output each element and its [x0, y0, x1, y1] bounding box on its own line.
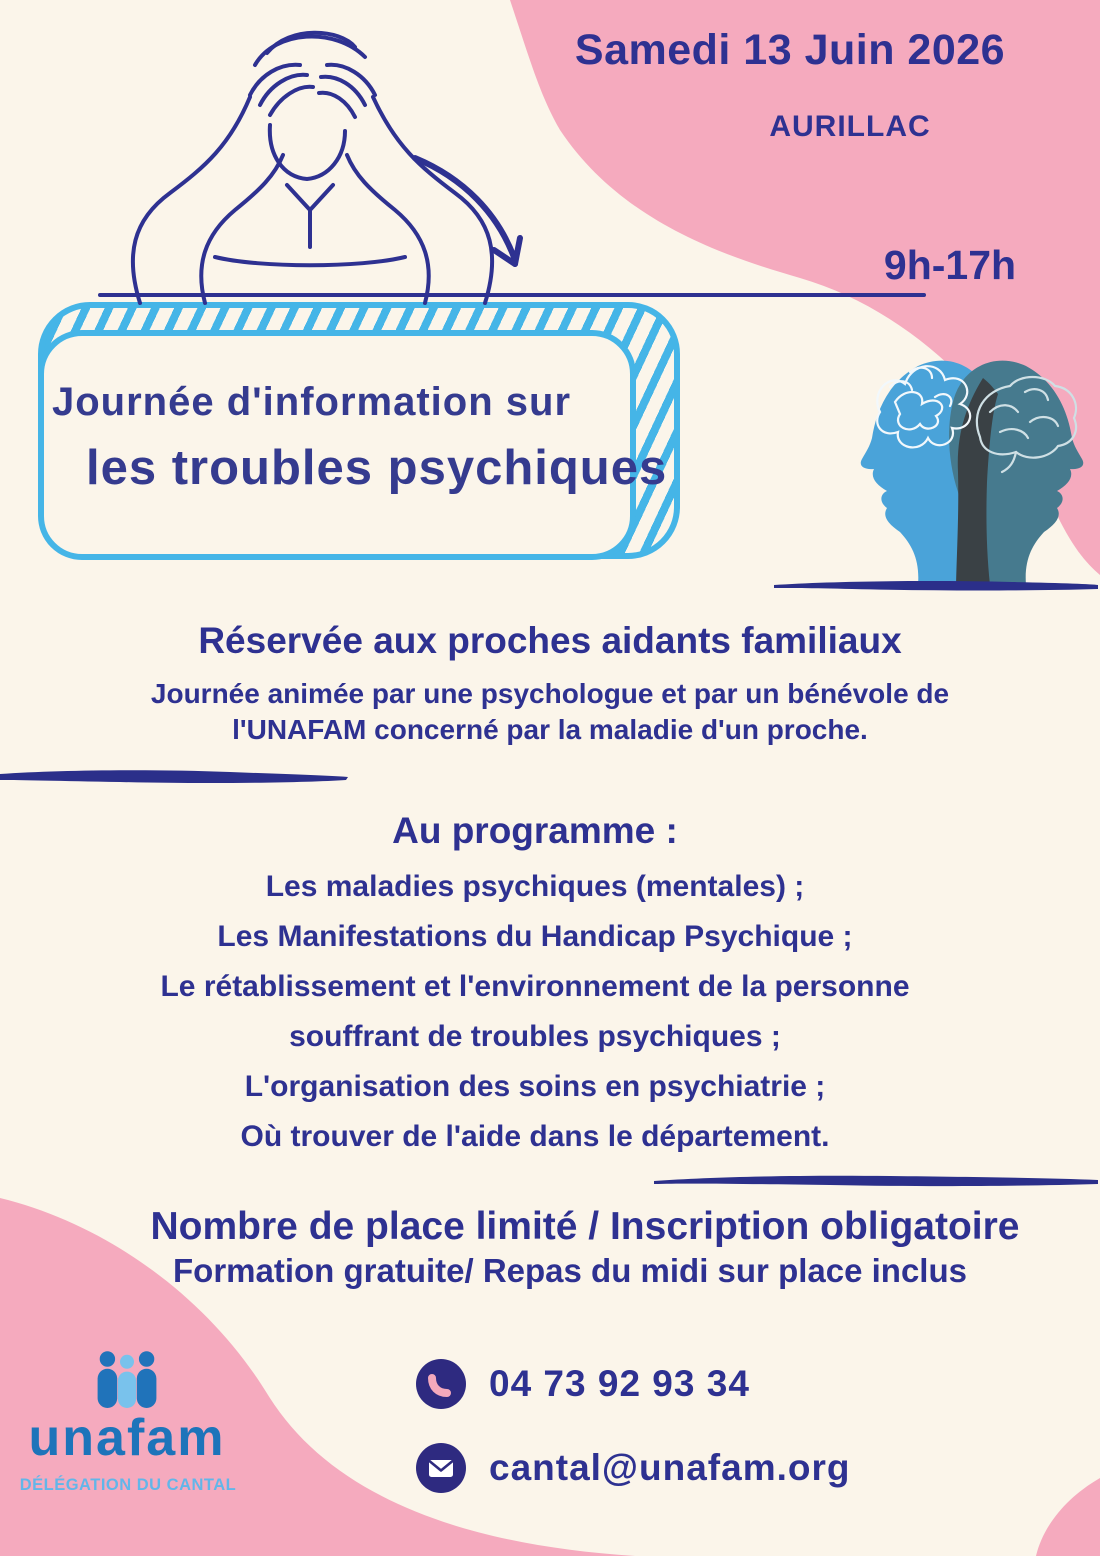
- program-heading: Au programme :: [392, 810, 678, 851]
- email-row: [415, 1442, 850, 1494]
- brush-divider-right: [650, 1172, 1100, 1190]
- arrow-down-right-icon: [403, 148, 553, 298]
- program-item: L'organisation des soins en psychiatrie ;: [244, 1070, 826, 1103]
- event-city: AURILLAC: [769, 110, 931, 143]
- poster-title-line2: les troubles psychiques: [86, 441, 668, 495]
- brush-divider-left: [0, 768, 350, 786]
- program-list: [105, 862, 965, 1162]
- program-item: Les Manifestations du Handicap Psychique ;: [217, 920, 853, 953]
- baseline-under-heads: [772, 577, 1100, 593]
- unafam-delegation-subtitle: DÉLÉGATION DU CANTAL: [19, 1476, 237, 1494]
- audience-heading: Réservée aux proches aidants familiaux: [198, 620, 902, 661]
- mail-icon: [415, 1442, 467, 1494]
- unafam-people-icon: [92, 1350, 162, 1410]
- poster-title-line1: Journée d'information sur: [52, 380, 572, 424]
- registration-line1: Nombre de place limité / Inscription obligatoire: [150, 1205, 1020, 1248]
- unafam-wordmark: unafam: [28, 1409, 226, 1467]
- program-item: Où trouver de l'aide dans le département.: [240, 1120, 830, 1153]
- event-hours: 9h-17h: [883, 242, 1017, 288]
- phone-number: 04 73 92 93 34: [489, 1363, 750, 1404]
- pink-blob-bottom-right: [1036, 1478, 1100, 1556]
- phone-row: [415, 1358, 750, 1410]
- program-item: Le rétablissement et l'environnement de la personne souffrant de troubles psychiques ;: [160, 970, 910, 1053]
- phone-icon: [415, 1358, 467, 1410]
- email-address: cantal@unafam.org: [489, 1447, 851, 1488]
- heads-brain-illustration: [840, 342, 1100, 592]
- event-date: Samedi 13 Juin 2026: [574, 26, 1006, 74]
- audience-description: Journée animée par une psychologue et par un bénévole de l'UNAFAM concerné par la maladie d'un proche.: [150, 678, 950, 745]
- program-item: Les maladies psychiques (mentales) ;: [265, 870, 805, 903]
- registration-line2: Formation gratuite/ Repas du midi sur place inclus: [173, 1252, 967, 1289]
